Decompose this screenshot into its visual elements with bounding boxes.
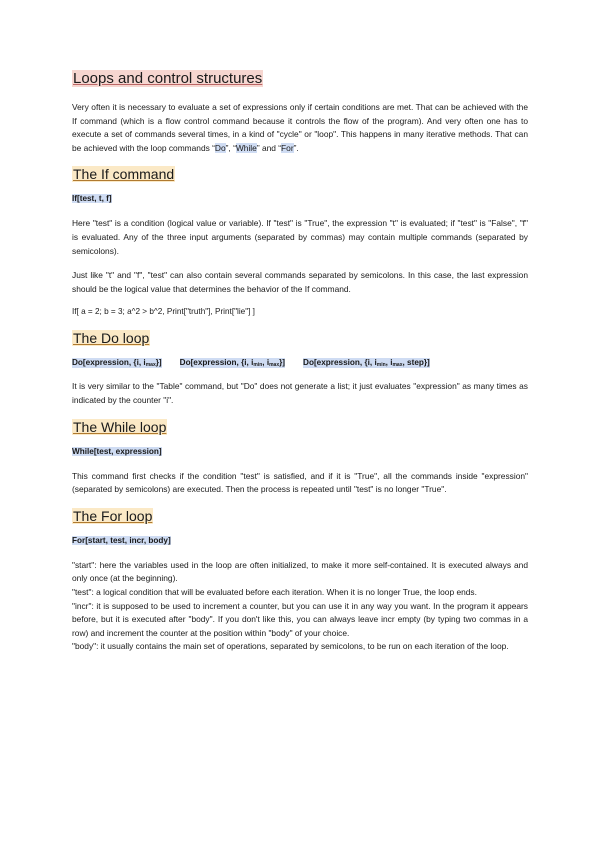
intro-while-keyword: While <box>235 142 257 153</box>
intro-text: Very often it is necessary to evaluate a set of expressions only if certain conditions are met. That can be achieved with the If command (which is a flow control command because it controls the flow of the program). And very often one has to execute a set of commands several times, in a kind of "cycle" or "loop". This happens in many iterative methods. That can be achieved with the loop commands “ <box>72 102 528 153</box>
intro-paragraph <box>72 101 528 155</box>
do-paragraph: It is very similar to the "Table" command, but "Do" does not generate a list; it just evaluates "expression" as many times as indicated by the counter "i". <box>72 381 528 405</box>
intro-for-keyword: For <box>281 142 294 153</box>
for-item-test: "test": a logical condition that will be evaluated before each iteration. When it is no longer True, the loop ends. <box>72 586 477 597</box>
if-syntax: If[test, t, f] <box>72 194 112 204</box>
for-syntax: For[start, test, incr, body] <box>72 535 171 545</box>
if-paragraph-2: Just like "t" and "f", "test" can also contain several commands separated by semicolons. In this case, the last expression should be the logical value that determines the behavior of the If command. <box>72 270 528 294</box>
for-item-body: "body": it usually contains the main set of operations, separated by semicolons, to be run on each iteration of the loop. <box>72 641 509 652</box>
if-paragraph-1: Here "test" is a condition (logical value or variable). If "test" is "True", the expression "t" is evaluated; if "test" is "False", "f" is evaluated. Any of the three input arguments (separated by commas) may contain multiple commands (separated by semicolons). <box>72 218 528 256</box>
for-heading: The For loop <box>73 507 153 524</box>
intro-sep2: ” and “ <box>256 142 282 153</box>
intro-do-keyword: Do <box>214 142 226 153</box>
page-title: Loops and control structures <box>73 70 263 87</box>
document-page <box>72 70 528 654</box>
do-syntax-form-1: Do[expression, {i, $i_{max}$}] <box>72 358 162 369</box>
while-heading: The While loop <box>73 418 167 435</box>
intro-end: ”. <box>293 142 299 153</box>
do-syntax-row <box>72 358 528 368</box>
do-syntax-form-2: Do[expression, {i, $i_{min}$, $i_{max}$}] <box>179 358 286 369</box>
do-syntax-form-3: Do[expression, {i, $i_{min}$, $i_{max}$, step}] <box>303 358 430 369</box>
do-heading: The Do loop <box>73 330 150 347</box>
while-paragraph: This command first checks if the condition "test" is satisfied, and if it is "True", all the commands inside "expression" (separated by semicolons) are executed. Then the process is repeated until "test" is no longer "True". <box>72 470 528 495</box>
while-syntax: While[test, expression] <box>72 446 162 456</box>
for-item-start: "start": here the variables used in the loop are often initialized, to make it more self-contained. It is executed always and only once (at the beginning). <box>72 559 528 584</box>
if-heading: The If command <box>73 166 175 183</box>
for-item-incr: "incr": it is supposed to be used to increment a counter, but you can use it in any way you want. In the program it appears before, but it is executed after "body". If you don't like this, you can always leave incr empty (by typing two commas in a row) and increment the counter at the position within "body" of your choice. <box>72 600 528 638</box>
intro-sep1: ”, “ <box>225 142 236 153</box>
if-example: If[ a = 2; b = 3; a^2 > b^2, Print["truth"], Print["lie"] ] <box>72 307 255 317</box>
